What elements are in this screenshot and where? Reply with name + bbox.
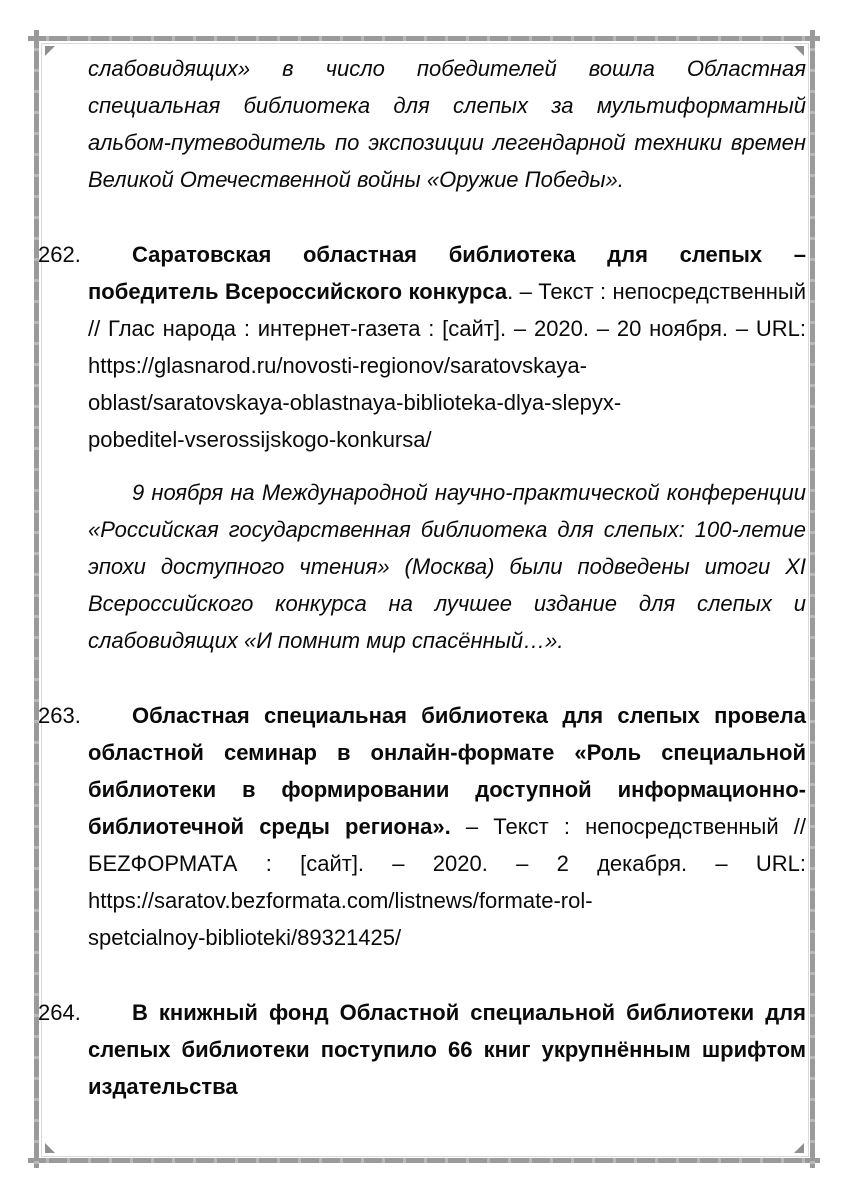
entry-title: Областная специальная библиотека для слепых провела областной семинар в онлайн-формате «Роль специальной библиотеки в формировании доступной информационно-библиотечной среды региона». (88, 703, 806, 839)
reference-entry-262 (38, 236, 806, 659)
border-right-bar (810, 30, 815, 1168)
entry-citation-block (88, 697, 806, 882)
entry-body (88, 697, 806, 956)
entry-body (88, 236, 806, 659)
url-line: https://saratov.bezformata.com/listnews/formate-rol- (88, 888, 593, 913)
entry-citation: . – Текст : непосредственный // Глас народа : интернет-газета : [сайт]. – 2020. – 20 ноября. – URL: (88, 279, 807, 341)
intro-paragraph: слабовидящих» в число победителей вошла Областная специальная библиотека для слепых за мультиформатный альбом-путеводитель по экспозиции легендарной техники времен Великой Отечественной войны «Оружие Победы». (88, 56, 806, 192)
entry-citation-block (88, 236, 806, 347)
reference-entry-263 (38, 697, 806, 956)
border-top-bar (28, 36, 820, 41)
page-content (38, 50, 806, 1105)
entry-number: 263. (38, 703, 81, 728)
border-bottom-bar (28, 1158, 820, 1163)
url-line: pobeditel-vserossijskogo-konkursa/ (88, 427, 432, 452)
reference-entry-264 (38, 994, 806, 1105)
entry-number: 264. (38, 1000, 81, 1025)
url-line: oblast/saratovskaya-oblastnaya-biblioteka-dlya-slepyx- (88, 390, 622, 415)
entry-title: В книжный фонд Областной специальной библиотеки для слепых библиотеки поступило 66 книг укрупнённым шрифтом издательства (88, 1000, 806, 1099)
url-line: https://glasnarod.ru/novosti-regionov/saratovskaya- (88, 353, 587, 378)
entry-citation-block (88, 994, 806, 1105)
entry-annotation: 9 ноября на Международной научно-практической конференции «Российская государственная библиотека для слепых: 100-летие эпохи доступного чтения» (Москва) были подведены итоги XI Всероссийского конкурса на лучшее издание для слепых и слабовидящих «И помнит мир спасённый…». (88, 480, 806, 653)
entry-number: 262. (38, 242, 81, 267)
entry-title: Саратовская областная библиотека для слепых – победитель Всероссийского конкурса (88, 242, 806, 304)
entry-body (88, 994, 806, 1105)
entry-citation: – Текст : непосредственный // БЕZФОРМАТА : [сайт]. – 2020. – 2 декабря. – URL: (88, 814, 807, 876)
url-line: spetcialnoy-biblioteki/89321425/ (88, 925, 402, 950)
